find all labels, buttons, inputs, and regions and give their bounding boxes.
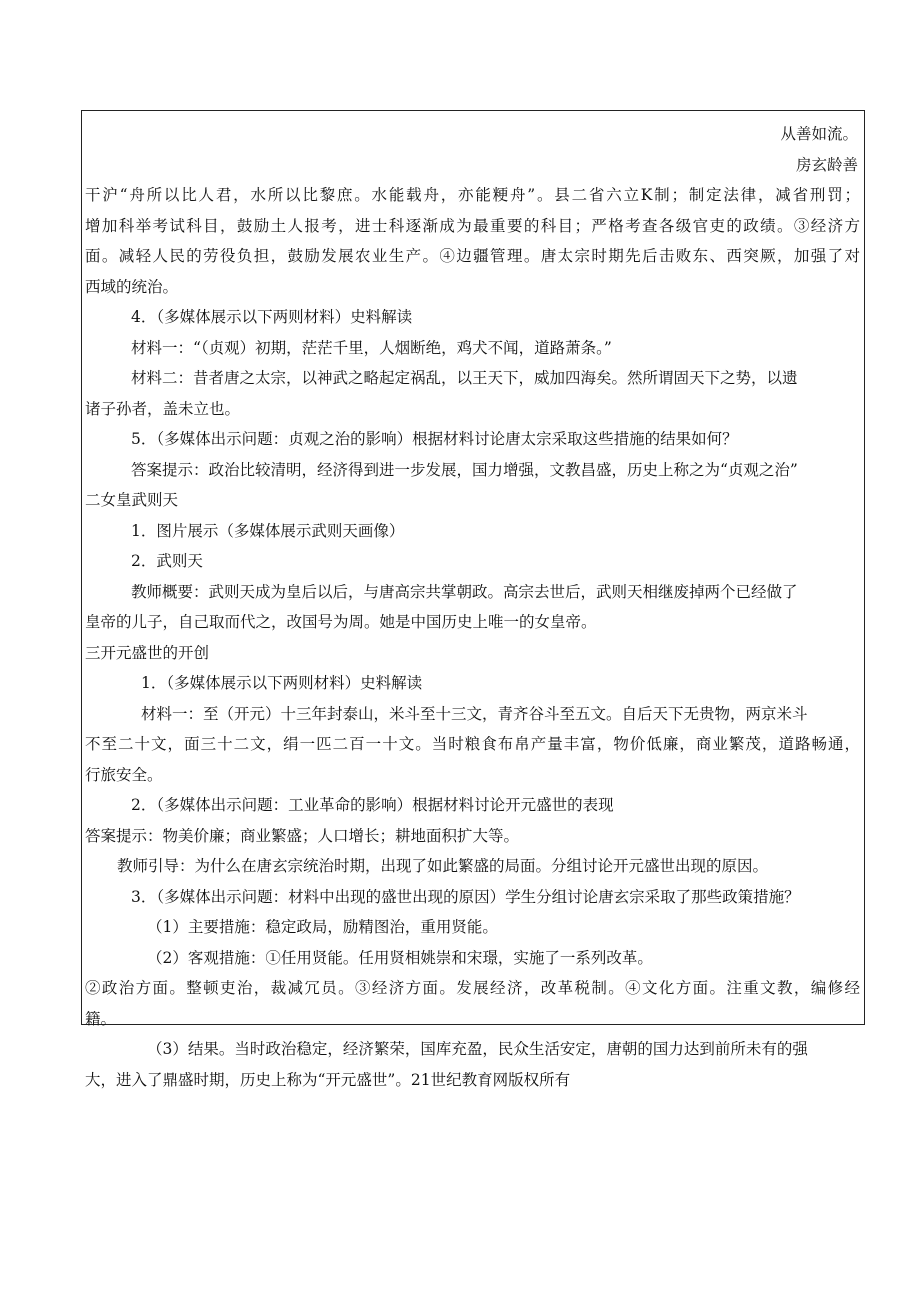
text-line: 教师概要：武则天成为皇后以后，与唐高宗共掌朝政。高宗去世后，武则天相继废掉两个已经做了: [131, 582, 798, 601]
text-line: 3．（多媒体出示问题：材料中出现的盛世出现的原因）学生分组讨论唐玄宗采取了那些政策措施？: [131, 887, 800, 906]
text-line: 1．图片展示（多媒体展示武则天画像）: [131, 521, 405, 540]
text-line: 材料一：至（开元）十三年封泰山，米斗至十三文，青齐谷斗至五文。自后天下无贵物，两京米斗: [141, 704, 808, 723]
text-line: 干沪“舟所以比人君，水所以比黎庶。水能载舟，亦能粳舟”。县二省六立K制；制定法律，减省刑罚；: [85, 186, 860, 204]
text-line: 材料二：昔者唐之太宗，以神武之略起定祸乱，以王天下，威加四海矣。然所谓固天下之势，以遗: [131, 369, 798, 387]
text-line: 房玄龄善: [795, 155, 858, 174]
text-line: 大，进入了鼎盛时期，历史上称为“开元盛世”。21世纪教育网版权所有: [85, 1070, 571, 1089]
section-heading: 二女皇武则天: [85, 491, 179, 509]
text-line: 西域的统治。: [85, 277, 179, 296]
text-line: 籍。: [85, 1009, 117, 1028]
text-line: 皇帝的儿子，自己取而代之，改国号为周。她是中国历史上唯一的女皇帝。: [85, 613, 597, 631]
content-frame: [81, 110, 865, 1089]
text-line: 1．（多媒体展示以下两则材料）史料解读: [141, 674, 423, 692]
text-line: 不至二十文，面三十二文，绢一匹二百一十文。当时粮食布帛产量丰富，物价低廉，商业繁茂，道路畅通，: [85, 735, 860, 753]
text-line: ②政治方面。整顿吏治，裁减冗员。③经济方面。发展经济，改革税制。④文化方面。注重文教，编修经: [85, 979, 860, 997]
text-line: 行旅安全。: [85, 765, 163, 784]
text-line: 4．（多媒体展示以下两则材料）史料解读: [131, 308, 413, 326]
text-line: 2．武则天: [131, 552, 203, 570]
text-line: 增加科举考试科目，鼓励土人报考，进士科逐渐成为最重要的科目；严格考查各级官吏的政绩。③经济方: [85, 216, 860, 235]
text-line: 诸子孙者，盖未立也。: [85, 399, 241, 418]
text-line: （1）主要措施：稳定政局，励精图治，重用贤能。: [147, 918, 498, 936]
text-line: （2）客观措施：①任用贤能。任用贤相姚崇和宋璟，实施了一系列改革。: [147, 948, 653, 967]
text-line: 教师引导：为什么在唐玄宗统治时期，出现了如此繁盛的局面。分组讨论开元盛世出现的原因。: [117, 857, 769, 875]
text-line: 答案提示：政治比较清明，经济得到进一步发展，国力增强，文教昌盛，历史上称之为“贞观之治”: [131, 460, 798, 479]
text-line: 答案提示：物美价廉；商业繁盛；人口增长；耕地面积扩大等。: [85, 826, 520, 845]
text-line: 从善如流。: [780, 125, 858, 143]
text-line: 2．（多媒体出示问题：工业革命的影响）根据材料讨论开元盛世的表现: [131, 796, 614, 814]
text-line: （3）结果。当时政治稳定，经济繁荣，国库充盈，民众生活安定，唐朝的国力达到前所未有的强: [147, 1040, 808, 1058]
text-line: 5．（多媒体出示问题：贞观之治的影响）根据材料讨论唐太宗采取这些措施的结果如何？: [131, 430, 738, 448]
text-line: 材料一：“（贞观）初期，茫茫千里，人烟断绝，鸡犬不闻，道路萧条。”: [131, 338, 612, 357]
section-heading: 三开元盛世的开创: [85, 643, 210, 662]
text-line: 面。减轻人民的劳役负担，鼓励发展农业生产。④边疆管理。唐太宗时期先后击败东、西突厥，加强了对: [85, 247, 860, 265]
